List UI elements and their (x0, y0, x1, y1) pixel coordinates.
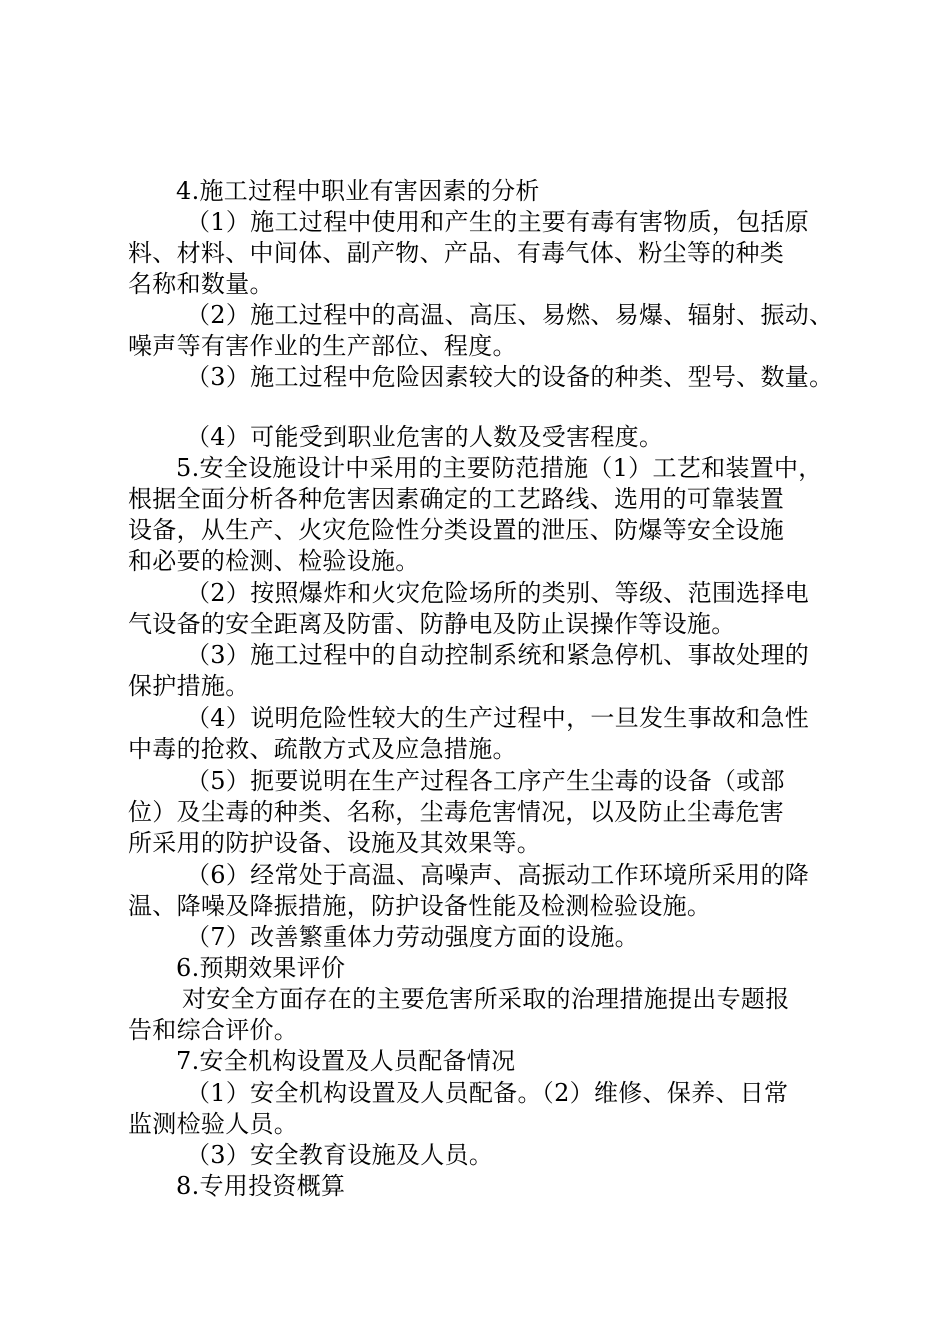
paragraph-line: 中毒的抢救、疏散方式及应急措施。 (128, 735, 517, 763)
paragraph-line: 所采用的防护设备、设施及其效果等。 (128, 829, 542, 857)
paragraph-line: 和必要的检测、检验设施。 (128, 547, 420, 575)
section-heading-7: 7.安全机构设置及人员配备情况 (176, 1047, 516, 1075)
paragraph-line: （6）经常处于高温、高噪声、高振动工作环境所采用的降 (186, 861, 810, 889)
paragraph-line: （3）施工过程中的自动控制系统和紧急停机、事故处理的 (186, 641, 810, 669)
paragraph-line: （3）安全教育设施及人员。 (186, 1141, 494, 1169)
paragraph-line: （7）改善繁重体力劳动强度方面的设施。 (186, 923, 639, 951)
paragraph-line: （3）施工过程中危险因素较大的设备的种类、型号、数量。 (186, 363, 834, 391)
paragraph-line: 名称和数量。 (128, 270, 274, 298)
section-heading-5: 5.安全设施设计中采用的主要防范措施（1）工艺和装置中， (176, 454, 823, 482)
paragraph-line: 根据全面分析各种危害因素确定的工艺路线、选用的可靠装置 (128, 485, 785, 513)
paragraph-line: 保护措施。 (128, 672, 250, 700)
paragraph-line: （4）可能受到职业危害的人数及受害程度。 (186, 423, 664, 451)
paragraph-line: （1）安全机构设置及人员配备。（2）维修、保养、日常 (186, 1079, 789, 1107)
section-heading-8: 8.专用投资概算 (176, 1172, 346, 1200)
paragraph-line: 设备，从生产、火灾危险性分类设置的泄压、防爆等安全设施 (128, 516, 785, 544)
section-heading-4: 4.施工过程中职业有害因素的分析 (176, 177, 540, 205)
paragraph-line: 监测检验人员。 (128, 1110, 299, 1138)
paragraph-line: （4）说明危险性较大的生产过程中，一旦发生事故和急性 (186, 704, 810, 732)
paragraph-line: 告和综合评价。 (128, 1016, 299, 1044)
paragraph-line: （2）施工过程中的高温、高压、易燃、易爆、辐射、振动、 (186, 301, 834, 329)
section-heading-6: 6.预期效果评价 (176, 954, 346, 982)
paragraph-line: （5）扼要说明在生产过程各工序产生尘毒的设备（或部 (186, 767, 785, 795)
paragraph-line: 对安全方面存在的主要危害所采取的治理措施提出专题报 (182, 985, 790, 1013)
paragraph-line: 噪声等有害作业的生产部位、程度。 (128, 332, 517, 360)
paragraph-line: 料、材料、中间体、副产物、产品、有毒气体、粉尘等的种类 (128, 239, 785, 267)
paragraph-line: （2）按照爆炸和火灾危险场所的类别、等级、范围选择电 (186, 579, 810, 607)
paragraph-line: 温、降噪及降振措施，防护设备性能及检测检验设施。 (128, 892, 712, 920)
paragraph-line: （1）施工过程中使用和产生的主要有毒有害物质，包括原 (186, 208, 810, 236)
paragraph-line: 位）及尘毒的种类、名称，尘毒危害情况，以及防止尘毒危害 (128, 798, 785, 826)
paragraph-line: 气设备的安全距离及防雷、防静电及防止误操作等设施。 (128, 610, 736, 638)
